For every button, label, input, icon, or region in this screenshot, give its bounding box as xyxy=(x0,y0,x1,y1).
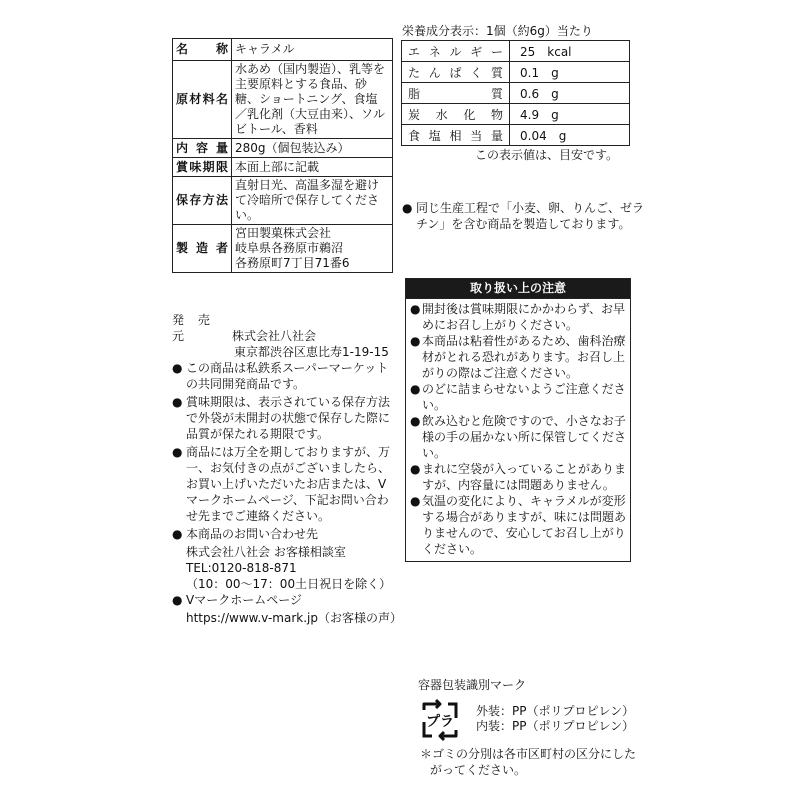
bullet-icon: ● xyxy=(410,494,421,508)
seller-address: 東京都渋谷区恵比寿1-19-15 xyxy=(234,345,389,359)
spec-label: 賞味期限 xyxy=(173,158,232,177)
web-title: Vマークホームページ xyxy=(186,593,302,607)
caution-item xyxy=(410,381,626,413)
nutrition-value: 0.1 g xyxy=(510,62,630,83)
caution-text: 本商品は粘着性があるため、歯科治療材がとれる恐れがあります。お召し上がりの際はご注意ください。 xyxy=(422,334,626,380)
note-text: この商品は私鉄系スーパーマーケットの共同開発商品です。 xyxy=(186,361,389,391)
bullet-icon: ● xyxy=(410,382,421,396)
contact-hours: （10：00〜17：00土日祝日を除く） xyxy=(186,577,392,591)
bullet-icon: ● xyxy=(410,462,421,476)
spec-label: 内 容 量 xyxy=(173,139,232,158)
manufacturer-address-2: 各務原町7丁目71番6 xyxy=(235,256,350,270)
nutrition-label: 食塩相当量 xyxy=(402,125,510,146)
nutrition-row xyxy=(402,83,630,104)
note-item-contact xyxy=(172,526,397,542)
note-item xyxy=(172,360,397,392)
bullet-icon: ● xyxy=(410,414,421,428)
spec-row-contents xyxy=(173,139,393,158)
contact-company: 株式会社八社会 お客様相談室 xyxy=(186,545,346,559)
caution-text: まれに空袋が入っていることがありますが、内容量には問題ありません。 xyxy=(422,462,627,492)
contact-tel: TEL:0120-818-871 xyxy=(186,561,297,575)
bullet-icon: ● xyxy=(172,593,183,607)
contact-title: 本商品のお問い合わせ先 xyxy=(186,527,319,541)
product-spec-table xyxy=(172,38,393,273)
seller-name: 株式会社八社会 xyxy=(232,329,317,343)
nutrition-row xyxy=(402,104,630,125)
note-item-web xyxy=(172,592,397,608)
nutrition-value: 25 kcal xyxy=(510,41,630,62)
nutrition-label: エネルギー xyxy=(402,41,510,62)
seller-block xyxy=(172,312,389,360)
spec-value xyxy=(232,225,393,273)
caution-text: 開封後は賞味期限にかかわらず、お早めにお召し上がりください。 xyxy=(422,302,626,332)
spec-row-ingredients xyxy=(173,61,393,139)
bullet-icon: ● xyxy=(172,527,183,541)
pla-recycle-icon xyxy=(418,698,462,742)
nutrition-row xyxy=(402,41,630,62)
nutrition-note: この表示値は、目安です。 xyxy=(475,148,619,162)
manufacturer-address-1: 岐阜県各務原市鵜沼 xyxy=(235,241,344,255)
outer-packaging: 外装：PP（ポリプロピレン） xyxy=(476,704,635,718)
caution-item xyxy=(410,461,626,493)
bullet-icon: ● xyxy=(402,201,413,215)
nutrition-value: 4.9 g xyxy=(510,104,630,125)
nutrition-row xyxy=(402,125,630,146)
nutrition-label: 脂 質 xyxy=(402,83,510,104)
spec-row-manufacturer xyxy=(173,225,393,273)
nutrition-table xyxy=(401,40,630,146)
spec-label: 保存方法 xyxy=(173,177,232,225)
nutrition-value: 0.6 g xyxy=(510,83,630,104)
spec-label: 名 称 xyxy=(173,39,232,61)
spec-value: 280g（個包装込み） xyxy=(232,139,393,158)
bullet-icon: ● xyxy=(172,445,183,459)
note-text: 商品には万全を期しておりますが、万一、お気付きの点がございましたら、お買い上げいただいたお店または、Vマークホームページ、下記お問い合わせ先までご連絡ください。 xyxy=(186,445,391,523)
caution-body xyxy=(406,299,630,561)
note-item xyxy=(172,444,397,524)
nutrition-label: 炭 水 化 物 xyxy=(402,104,510,125)
nutrition-row xyxy=(402,62,630,83)
caution-item xyxy=(410,333,626,381)
caution-header: 取り扱い上の注意 xyxy=(406,279,630,299)
note-item xyxy=(172,394,397,442)
notes-block xyxy=(172,360,402,626)
bullet-icon: ● xyxy=(172,395,183,409)
spec-value: 水あめ（国内製造）、乳等を主要原料とする食品、砂糖、ショートニング、食塩／乳化剤（大豆由来）、ソルビトール、香料 xyxy=(232,61,393,139)
bullet-icon: ● xyxy=(410,302,421,316)
recycle-title: 容器包装識別マーク xyxy=(418,678,527,692)
inner-packaging: 内装：PP（ポリプロピレン） xyxy=(476,719,635,733)
spec-row-name xyxy=(173,39,393,61)
bullet-icon: ● xyxy=(172,361,183,375)
nutrition-label: たんぱく質 xyxy=(402,62,510,83)
spec-row-expiry xyxy=(173,158,393,177)
caution-item xyxy=(410,301,626,333)
caution-item xyxy=(410,493,626,557)
note-text: 賞味期限は、表示されている保存方法で外袋が未開封の状態で保存した際に品質が保たれる期限です。 xyxy=(186,395,391,441)
manufacturer-name: 宮田製菓株式会社 xyxy=(235,226,332,240)
spec-value: 直射日光、高温多湿を避けて冷暗所で保存してください。 xyxy=(232,177,393,225)
packaging-materials xyxy=(476,704,634,734)
disposal-note: ＊ゴミの分別は各市区町村の区分にしたがってください。 xyxy=(420,747,637,777)
pla-mark-text: プラ xyxy=(426,714,454,730)
spec-value: キャラメル xyxy=(232,39,393,61)
caution-text: 飲み込むと危険ですので、小さなお子様の手の届かない所に保管してください。 xyxy=(422,414,627,460)
spec-label: 製 造 者 xyxy=(173,225,232,273)
bullet-icon: ● xyxy=(410,334,421,348)
production-note-text: 同じ生産工程で「小麦、卵、りんご、ゼラチン」を含む商品を製造しております。 xyxy=(416,201,645,231)
caution-item xyxy=(410,413,626,461)
production-note xyxy=(402,200,648,232)
spec-label: 原材料名 xyxy=(173,61,232,139)
nutrition-value: 0.04 g xyxy=(510,125,630,146)
seller-label: 発 売 元 xyxy=(172,313,215,343)
web-url: https://www.v-mark.jp（お客様の声） xyxy=(186,611,402,625)
nutrition-title: 栄養成分表示：1個（約6g）当たり xyxy=(402,24,593,38)
spec-value: 本面上部に記載 xyxy=(232,158,393,177)
caution-box xyxy=(405,278,631,562)
caution-text: 気温の変化により、キャラメルが変形する場合がありますが、味には問題ありませんので、安心してお召し上がりください。 xyxy=(422,494,627,556)
spec-row-storage xyxy=(173,177,393,225)
caution-text: のどに詰まらせないようご注意ください。 xyxy=(422,382,626,412)
